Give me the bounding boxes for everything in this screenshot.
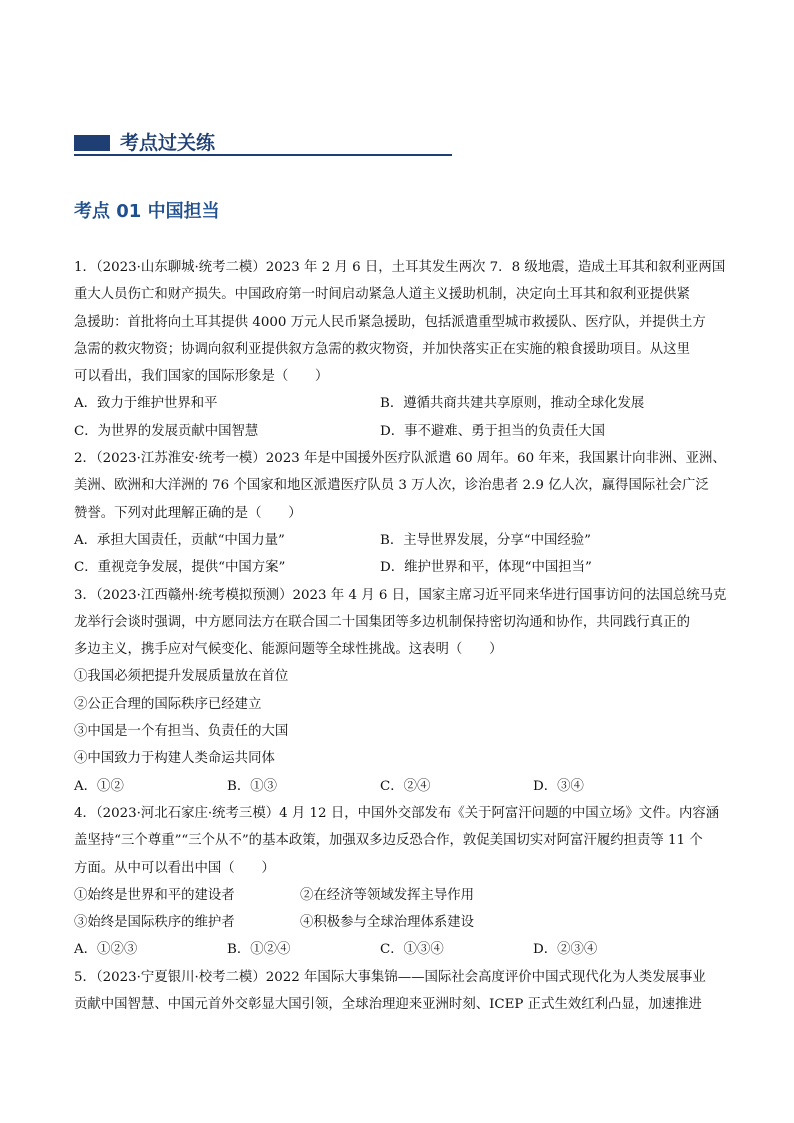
statement-item: ②在经济等领域发挥主导作用 <box>300 887 475 903</box>
option-c: C．为世界的发展贡献中国智慧 <box>74 423 259 439</box>
question-1-options-row <box>74 390 726 417</box>
question-list <box>74 254 726 1018</box>
question-1-line: 急援助：首批将向土耳其提供 4000 万元人民币紧急援助，包括派遣重型城市救援队、医疗队，并提供土方 <box>74 314 706 330</box>
option-a: A．致力于维护世界和平 <box>74 396 218 412</box>
question-2-line: 美洲、欧洲和大洋洲的 76 个国家和地区派遣医疗队员 3 万人次，诊治患者 2.9 亿人次，赢得国际社会广泛 <box>74 478 709 494</box>
question-3-line: 多边主义，携手应对气候变化、能源问题等全球性挑战。这表明（ ） <box>74 642 503 658</box>
question-4 <box>74 800 726 964</box>
question-1 <box>74 254 726 445</box>
question-5-line: 贡献中国智慧、中国元首外交彰显大国引领，全球治理迎来亚洲时刻、ICEP 正式生效红利凸显，加速推进 <box>74 997 702 1013</box>
option-d: D．事不避难、勇于担当的负责任大国 <box>380 423 605 439</box>
statement-item: ④积极参与全球治理体系建设 <box>300 915 475 931</box>
question-4-options-row <box>74 936 726 963</box>
option-a: A．①②③ <box>74 942 138 958</box>
question-3-line: 龙举行会谈时强调，中方愿同法方在联合国二十国集团等多边机制保持密切沟通和协作，共同践行真正的 <box>74 614 690 630</box>
statement-item: ③中国是一个有担当、负责任的大国 <box>74 724 289 740</box>
question-1-line: 重大人员伤亡和财产损失。中国政府第一时间启动紧急人道主义援助机制，决定向土耳其和叙利亚提供紧 <box>74 287 690 303</box>
statement-row <box>74 909 726 936</box>
section-title: 考点 01 中国担当 <box>74 201 220 222</box>
option-c: C．①③④ <box>380 942 444 958</box>
question-2-line: 赞誉。下列对此理解正确的是（ ） <box>74 505 302 521</box>
question-3-options-row <box>74 773 726 800</box>
option-a: A．①② <box>74 778 124 794</box>
statement-item: ①始终是世界和平的建设者 <box>74 887 235 903</box>
question-1-options-row <box>74 418 726 445</box>
option-b: B．主导世界发展，分享“中国经验” <box>380 532 591 548</box>
question-5-line: 5．（2023·宁夏银川·校考二模）2022 年国际大事集锦——国际社会高度评价中国式现代化为人类发展事业 <box>74 969 706 985</box>
question-2-line: 2．（2023·江苏淮安·统考一模）2023 年是中国援外医疗队派遣 60 周年。60 年来，我国累计向非洲、亚洲、 <box>74 451 726 467</box>
option-d: D．②③④ <box>533 942 598 958</box>
option-c: C．重视竞争发展，提供“中国方案” <box>74 560 286 576</box>
option-d: D．③④ <box>533 778 584 794</box>
option-a: A．承担大国责任，贡献“中国力量” <box>74 532 285 548</box>
statement-row <box>74 882 726 909</box>
statement-item: ④中国致力于构建人类命运共同体 <box>74 751 275 767</box>
statement-item: ②公正合理的国际秩序已经建立 <box>74 696 262 712</box>
question-1-line: 急需的救灾物资；协调向叙利亚提供叙方急需的救灾物资，并加快落实正在实施的粮食援助项目。从这里 <box>74 341 690 357</box>
question-2-options-row <box>74 554 726 581</box>
question-3 <box>74 582 726 800</box>
question-3-line: 3．（2023·江西赣州·统考模拟预测）2023 年 4 月 6 日，国家主席习近平同来华进行国事访问的法国总统马克 <box>74 587 726 603</box>
option-b: B．①②④ <box>227 942 291 958</box>
statement-item: ①我国必须把提升发展质量放在首位 <box>74 669 289 685</box>
option-d: D．维护世界和平，体现“中国担当” <box>380 560 592 576</box>
question-4-line: 方面。从中可以看出中国（ ） <box>74 860 275 876</box>
question-5 <box>74 964 726 1019</box>
option-b: B．遵循共商共建共享原则，推动全球化发展 <box>380 396 645 412</box>
option-c: C．②④ <box>380 778 431 794</box>
statement-item: ③始终是国际秩序的维护者 <box>74 915 235 931</box>
banner-rule <box>74 154 452 156</box>
question-2-options-row <box>74 527 726 554</box>
question-1-line: 可以看出，我们国家的国际形象是（ ） <box>74 369 329 385</box>
question-1-line: 1．（2023·山东聊城·统考二模）2023 年 2 月 6 日，土耳其发生两次 7．8 级地震，造成土耳其和叙利亚两国 <box>74 260 726 275</box>
banner-bar <box>74 135 110 151</box>
question-4-line: 盖坚持“三个尊重”“三个从不”的基本政策，加强双多边反恐合作，敦促美国切实对阿富汗履约担责等 11 个 <box>74 833 703 849</box>
question-4-line: 4．（2023·河北石家庄·统考三模）4 月 12 日，中国外交部发布《关于阿富汗问题的中国立场》文件。内容涵 <box>74 805 720 821</box>
section-banner <box>74 130 452 156</box>
option-b: B．①③ <box>227 778 278 794</box>
banner-title: 考点过关练 <box>120 132 216 154</box>
question-2 <box>74 445 726 581</box>
